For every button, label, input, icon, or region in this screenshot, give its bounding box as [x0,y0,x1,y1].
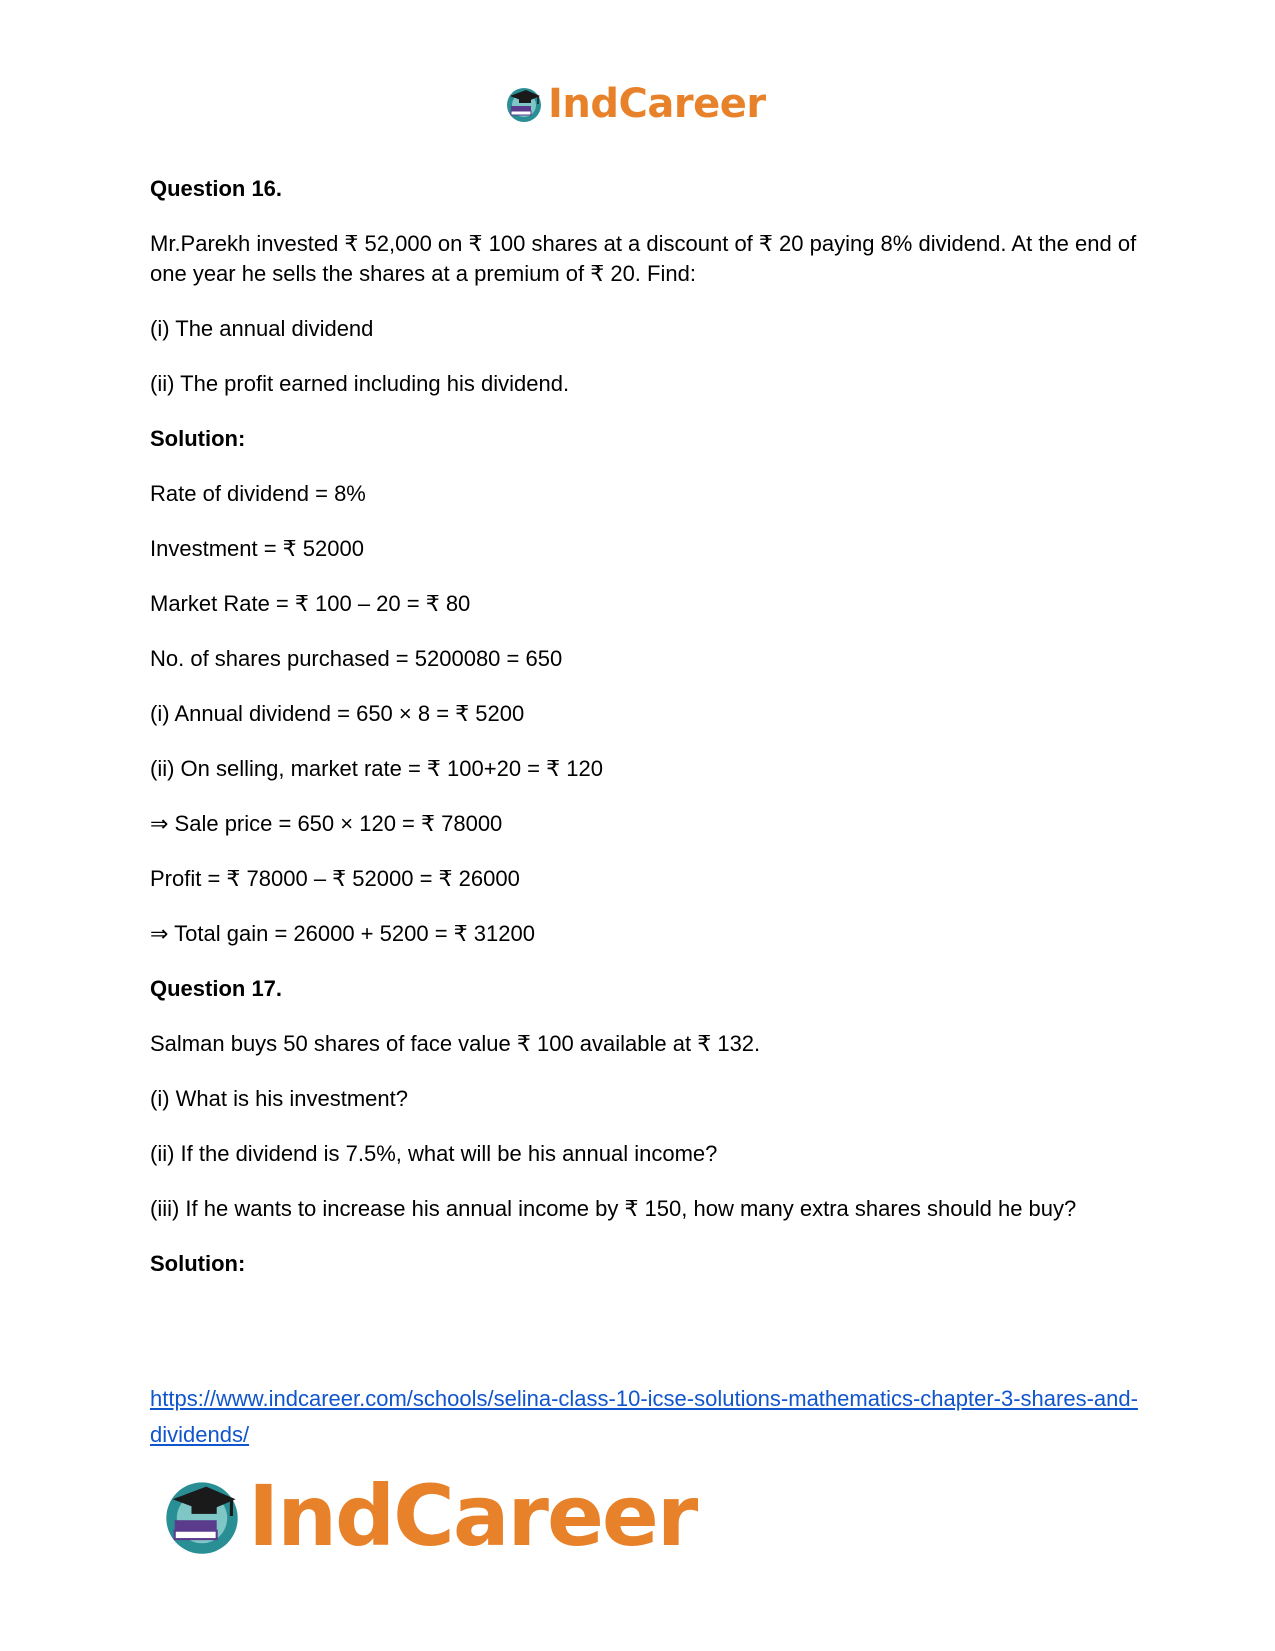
source-link[interactable]: https://www.indcareer.com/schools/selina-class-10-icse-solutions-mathematics-chapter-3-shares-and-dividends/ [150,1386,1138,1447]
solution-step: ⇒ Sale price = 650 × 120 = ₹ 78000 [150,811,503,836]
solution-step: (ii) On selling, market rate = ₹ 100+20 = ₹ 120 [150,756,603,781]
brand-wordmark: IndCareer [548,81,766,127]
graduation-cap-icon [160,1474,244,1558]
document-body [150,174,1140,1279]
question-16-title: Question 16. [150,176,283,201]
question-16-solution-label: Solution: [150,426,246,451]
solution-step: (i) Annual dividend = 650 × 8 = ₹ 5200 [150,701,525,726]
question-16-part-2: (ii) The profit earned including his dividend. [150,371,570,396]
question-16-statement: Mr.Parekh invested ₹ 52,000 on ₹ 100 shares at a discount of ₹ 20 paying 8% dividend. At the end of one year he sells the shares at a premium of ₹ 20. Find: [150,231,1137,286]
solution-step: Market Rate = ₹ 100 – 20 = ₹ 80 [150,591,471,616]
graduation-cap-icon [504,84,544,124]
question-17-part-2: (ii) If the dividend is 7.5%, what will be his annual income? [150,1141,718,1166]
solution-step: Investment = ₹ 52000 [150,536,364,561]
question-17-part-1: (i) What is his investment? [150,1086,408,1111]
question-16-part-1: (i) The annual dividend [150,316,374,341]
question-17-part-3: (iii) If he wants to increase his annual income by ₹ 150, how many extra shares should he buy? [150,1196,1077,1221]
question-17-solution-label: Solution: [150,1251,246,1276]
footer-logo [160,1468,696,1564]
brand-wordmark: IndCareer [248,1467,697,1565]
question-17-statement: Salman buys 50 shares of face value ₹ 100 available at ₹ 132. [150,1031,761,1056]
solution-step: Rate of dividend = 8% [150,481,366,506]
solution-step: ⇒ Total gain = 26000 + 5200 = ₹ 31200 [150,921,535,946]
header-logo [504,80,766,128]
question-17-title: Question 17. [150,976,283,1001]
solution-step: No. of shares purchased = 5200080 = 650 [150,646,563,671]
solution-step: Profit = ₹ 78000 – ₹ 52000 = ₹ 26000 [150,866,520,891]
